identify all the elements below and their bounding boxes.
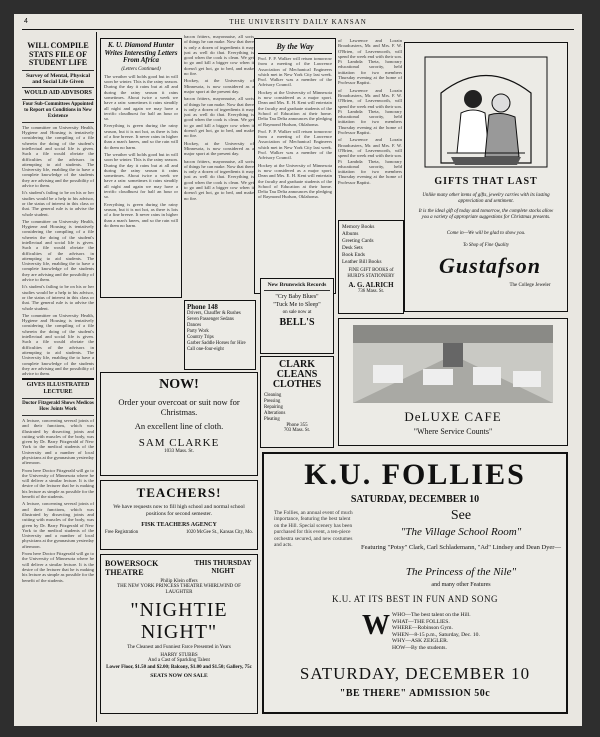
hurds-name: A. G. ALRICH bbox=[348, 281, 394, 289]
subhead-committees: Four Sub-Committees Appointed to Report on Conditions in New Existence bbox=[22, 102, 94, 119]
page-number: 4 bbox=[24, 18, 28, 25]
paragraph: Everything is green during the rainy season, but it is not hot, as there is lots of a fine breeze. It never rains in higher than a man's knees, and so the rain will do them no harm. bbox=[104, 123, 178, 150]
gifts-title: GIFTS THAT LAST bbox=[434, 176, 538, 187]
follies-act-2: The Princess of the Nile" bbox=[405, 566, 517, 578]
column-society bbox=[338, 38, 402, 218]
illustration-women bbox=[421, 53, 551, 171]
presenter: Philip Klein offers bbox=[160, 579, 198, 584]
clark-phone: Phone 355 bbox=[286, 423, 308, 428]
article-stats-body bbox=[22, 125, 94, 377]
show-star: HARRY STUBBS bbox=[160, 653, 198, 658]
clark-address: 703 Mass. St. bbox=[283, 428, 311, 433]
paragraph: of Lawrence and Lorain Broadcasters, Mr. and Mrs. F. W. O'Brien, of Leavenworth, will spend the week end with their son. Pi Lambda Theta, honorary educational sorority, held initiation for two members Thursday evening at the home of Professor Baptist. bbox=[338, 87, 402, 136]
list-item: Pressing bbox=[264, 399, 281, 404]
records-title: New Brunswick Records bbox=[267, 282, 327, 288]
newspaper-page bbox=[14, 14, 582, 726]
theatre-name: BOWERSOCK THEATRE bbox=[105, 559, 159, 577]
phone-title: Phone 148 bbox=[187, 303, 218, 311]
show-sale: SEATS NOW ON SALE bbox=[150, 673, 208, 679]
paragraph: The committee on University Health, Hygiene and Housing is tentatively considering the compiling of a file wherein the doing of the student's intellectual and social life is given. Such a file would obviate the difficulties of the advisors in attempting to aid students. The University life, enabling the to have a complete knowledge of the students they are advising and the possibility of advice to them. bbox=[22, 312, 94, 377]
list-item: WHY—ASK ZEIGLER. bbox=[392, 638, 449, 645]
show-title: "NIGHTIE NIGHT" bbox=[130, 599, 228, 643]
subhead-joints: Doctor Fitzgerald Shows Medicos How Joints Work bbox=[22, 400, 94, 412]
illustration-svg bbox=[421, 53, 551, 171]
records-note: on sale now at bbox=[282, 310, 312, 315]
teachers-registration: Free Registration bbox=[105, 530, 139, 535]
follies-see: See bbox=[450, 508, 472, 523]
list-item: Repairing bbox=[264, 405, 283, 410]
paragraph: It's student's failing to be on his or her studies would be a help to his advisor, or the status of interest in this class or that. The general rule is to advise the whole student. bbox=[22, 284, 94, 311]
now-title: NOW! bbox=[159, 377, 199, 392]
show-extra: And a Cast of Sparkling Talent bbox=[148, 658, 210, 663]
paragraph: Prof. F. P. Walker will return tomorrow from a meeting of the Lawrence Association of Mechanical Engineers which met in New York City last week. Prof. Walker was a member of the Advisory Council. bbox=[258, 128, 332, 161]
paragraph: Hockey at the University of Minnesota is now considered as a major sport. Dean and Mrs. E. H. Kent will entertain the faculty and graduate students of the School of Education at their home. Delta Tau Delta announces the pledging of Raymond Hudson, Oklahoma. bbox=[258, 162, 332, 200]
list-item: Greeting Cards bbox=[342, 238, 374, 244]
follies-title: K.U. FOLLIES bbox=[304, 458, 526, 491]
subhead-advisors: WOULD AID ADVISORS bbox=[24, 90, 92, 97]
ad-phone-148 bbox=[184, 300, 256, 370]
hurds-item-list bbox=[342, 224, 400, 266]
column-text-middle bbox=[184, 34, 254, 296]
by-the-way-title: By the Way bbox=[258, 42, 332, 54]
show-tagline: The Cleanest and Funniest Farce Presented in Years bbox=[127, 645, 231, 650]
paragraph: of Lawrence and Lorain Broadcasters, Mr. and Mrs. F. W. O'Brien, of Leavenworth, will spend the week end with their son. Pi Lambda Theta, honorary educational sorority, held initiation for two members Thursday evening at the home of Professor Baptist. bbox=[338, 38, 402, 86]
records-song: "Tuck Me to Sleep" bbox=[273, 302, 321, 308]
paragraph: From here Doctor Fitzgerald will go to the University of Minnesota where he will deliver a similar lecture. It is the desire of the lecturer that he is making his lecture as simple as possible for the benefit of the students. bbox=[22, 467, 94, 500]
cafe-photo bbox=[353, 325, 553, 403]
list-item: Drivers, Chauffer & Rushes bbox=[187, 311, 241, 316]
hurds-label: FINE GIFT BOOKS of HURD'S STATIONERY bbox=[347, 268, 395, 279]
column-news-left bbox=[22, 32, 94, 722]
byline: (Letters Continued) bbox=[121, 66, 161, 72]
list-item: WHERE—Robinson Gym. bbox=[392, 625, 453, 632]
headline-lecture: GIVES ILLUSTRATED LECTURE bbox=[26, 381, 90, 395]
list-item: WHAT—THE FOLLIES. bbox=[392, 618, 450, 625]
list-item: WHEN—8-15 p.m., Saturday, Dec. 10. bbox=[392, 631, 480, 638]
list-item: Book Ends bbox=[342, 252, 365, 258]
teachers-address: 1020 McGee St., Kansas City, Mo. bbox=[186, 530, 253, 535]
article-body bbox=[104, 74, 178, 228]
list-item: Pleating bbox=[264, 417, 280, 422]
paragraph: Everything is green during the rainy season, but it is not hot, as there is lots of a fine breeze. It never rains in higher than a man's knees, and so the rain will do them no harm. bbox=[104, 201, 178, 228]
paragraph: Hockey, at the University of Minnesota, is now considered as a major sport at the present day. bbox=[184, 140, 254, 157]
gustafson-logo: Gustafson bbox=[439, 253, 541, 278]
ad-ku-follies bbox=[262, 452, 568, 714]
list-item: Seven Passenger Sedans bbox=[187, 317, 234, 322]
teachers-agency: FISK TEACHERS AGENCY bbox=[141, 522, 217, 528]
follies-who-list bbox=[392, 612, 542, 652]
masthead bbox=[24, 18, 572, 28]
paragraph: Hockey, at the University of Minnesota, is now considered as a major sport at the present day. bbox=[184, 78, 254, 94]
paragraph: bacon fritters, mayonnaise, all sorts of things he can make. Now that there is only a dozen of ingredients it may just as well do that. Everything is good when the cook is clean. We get to go and kill a bigger cow when it doesn't get hot, go to bed, and make no fire. bbox=[184, 158, 254, 201]
list-item: Country Trips bbox=[187, 335, 214, 340]
paragraph: A lecture, concerning several joints of and their functions, which was illustrated by dissecting joints and cutting with muscles of the body, was given by Dr. Barry Fitzgerald of New York to the medical students of the University and a number of local physicians at the gymnasium yesterday afternoon. bbox=[22, 501, 94, 549]
list-item: HOW—By the students. bbox=[392, 644, 447, 651]
gifts-text-3: Come in—We will be glad to show you. bbox=[446, 231, 526, 236]
gifts-text-2: It is the ideal gift of today and tomorrow, the complete stocks allow you a variety of appropriate suggestions for Christmas presents. bbox=[418, 209, 554, 220]
paragraph: The weather will holds good but in will soon be winter. This is the rainy season. During the day it rains but at all and during the rainy season it rains sometimes. About twice a week we have a rain: sometimes it rains steadily all night and again we may have a terrific cloudburst for half an hour or so. bbox=[104, 151, 178, 200]
paragraph: It's student's failing to be on his or her studies would be a help to his advisor, or the status of interest in this class or that. The general rule is to advise the whole student. bbox=[22, 190, 94, 217]
follies-featuring: Featuring "Potsy" Clark, Carl Schlademann, "Ad" Lindsey and Dean Dyer— bbox=[361, 544, 561, 551]
follies-who-initial: W bbox=[362, 610, 390, 641]
ad-sam-clarke bbox=[100, 372, 258, 476]
paragraph: A lecture, concerning several joints of and their functions, which was illustrated by dissecting joints and cutting with muscles of the body, was given by Dr. Barry Fitzgerald of New York to the medical students of the University and a number of local physicians at the gymnasium yesterday afternoon. bbox=[22, 417, 94, 466]
records-store: BELL'S bbox=[279, 317, 315, 328]
article-diamond-hunter bbox=[100, 38, 182, 298]
paragraph: of Lawrence and Lorain Broadcasters, Mr. and Mrs. F. W. O'Brien, of Leavenworth, will spend the week end with their son. Pi Lambda Theta, honorary educational sorority, held initiation for two members Thursday evening at the home of Professor Baptist. bbox=[338, 137, 402, 185]
gustafson-tag: The College Jeweler bbox=[509, 283, 551, 288]
company: THE NEW YORK PRINCESS THEATRE WHIRLWIND OF LAUGHTER bbox=[117, 584, 241, 595]
article-lecture-body bbox=[22, 418, 94, 583]
society-body bbox=[338, 38, 402, 185]
phone-service-list bbox=[187, 311, 253, 353]
follies-act-2b: and many other Features bbox=[431, 582, 491, 588]
headline-diamond-hunter: K. U. Diamond Hunter Writes Interesting Letters From Africa bbox=[104, 41, 178, 65]
show-prices: Lower Floor, $1.50 and $2.00; Balcony, $1.00 and $1.50; Gallery, 75c bbox=[106, 665, 252, 670]
gifts-text-1: Unlike many other items of gifts, jewelry carries with its lasting appreciation and sentiment. bbox=[422, 193, 550, 204]
list-item: Cleaning bbox=[264, 393, 282, 398]
now-line-1: Order your overcoat or suit now for Christmas. bbox=[118, 397, 240, 417]
masthead-rule bbox=[22, 29, 574, 30]
list-item: WHO—The best talent on the Hill. bbox=[392, 612, 471, 618]
ad-bowersock-theatre bbox=[100, 554, 258, 714]
follies-act-1: "The Village School Room" bbox=[400, 526, 522, 538]
hurds-address: 736 Mass. St. bbox=[357, 289, 385, 294]
gifts-signoff: To Shop of Fine Quality bbox=[463, 243, 509, 248]
clark-title: CLARK CLEANS CLOTHES bbox=[272, 359, 322, 390]
list-item: Leather Bill Books bbox=[342, 259, 382, 265]
clark-services bbox=[264, 393, 330, 423]
list-item: Alterations bbox=[264, 411, 286, 416]
headline-stats: WILL COMPILE STATS FILE OF STUDENT LIFE bbox=[27, 41, 89, 68]
paragraph: The committee on University Health, Hygiene and Housing is tentatively considering the compiling of a file wherein the doing of the student's intellectual and social life is given. Such a file would obviate the difficulties of the advisors in attempting to aid students. The University life, enabling the to have a complete knowledge of the students they are advising and the possibility of advice to them. bbox=[22, 218, 94, 283]
cafe-photo-svg bbox=[353, 325, 553, 403]
now-line-2: An excellent line of cloth. bbox=[134, 421, 224, 431]
paragraph: The weather will holds good but in will soon be winter. This is the rainy season. During the day it rains but at all and during the rainy season it rains sometimes. About twice a week we have a rain: sometimes it rains steadily all night and again we may have a terrific cloudburst for half an hour or so. bbox=[104, 73, 178, 122]
ad-fisk-teachers bbox=[100, 480, 258, 550]
teachers-footer bbox=[105, 530, 253, 535]
paragraph: The committee on University Health, Hygiene and Housing is tentatively considering the compiling of a file wherein the doing of the student's intellectual and social life is given. Such a file would obviate the difficulties of the advisors in attempting to aid students. The University life, enabling the to have a complete knowledge of the students they are advising and the possibility of advice to them. bbox=[22, 124, 94, 189]
sam-clarke-name: SAM CLARKE bbox=[138, 437, 220, 449]
teachers-line: We have requests now to fill high school and normal school positions for second semester. bbox=[113, 504, 245, 517]
list-item: Albums bbox=[342, 231, 359, 237]
by-the-way-body bbox=[258, 56, 332, 200]
follies-date: SATURDAY, DECEMBER 10 bbox=[350, 494, 480, 505]
list-item: Call one-four-eight bbox=[187, 347, 224, 352]
paragraph: Hockey at the University of Minnesota is now considered as a major sport. Dean and Mrs. E. H. Kent will entertain the faculty and graduate students of the School of Education at their home. Delta Tau Delta announces the pledging of Raymond Hudson, Oklahoma. bbox=[258, 89, 332, 127]
ad-deluxe-cafe bbox=[338, 318, 568, 446]
cafe-slogan: "Where Service Counts" bbox=[413, 427, 493, 436]
ad-hurds bbox=[338, 220, 404, 314]
sam-clarke-address: 1033 Mass. St. bbox=[164, 449, 194, 454]
masthead-title: THE UNIVERSITY DAILY KANSAN bbox=[229, 18, 367, 26]
bowersock-header bbox=[105, 559, 253, 577]
follies-tagline: K.U. AT ITS BEST IN FUN AND SONG bbox=[332, 594, 498, 604]
paragraph: bacon fritters, mayonnaise, all sorts of things he can make. Now that there is only a dozen of ingredients it may just as well do that. Everything is good when the cook is clean. We get to go and kill a bigger cow when it doesn't get hot, go to bed, and make no fire. bbox=[184, 96, 254, 139]
article-continued bbox=[184, 34, 254, 201]
column-by-the-way bbox=[254, 38, 336, 294]
list-item: Garber Saddle Horses for Hire bbox=[187, 341, 246, 346]
ad-clark-cleaners bbox=[260, 356, 334, 448]
list-item: Party Work bbox=[187, 329, 209, 334]
list-item: Memory Books bbox=[342, 224, 375, 230]
ad-gustafson bbox=[404, 42, 568, 312]
follies-description: The Follies, an annual event of much importance, featuring the best talent on the Hill. Special scenery has been purchased for this event, a ten-piece orchestra secured, and new costumes and acts. bbox=[274, 510, 353, 549]
follies-date-2: SATURDAY, DECEMBER 10 bbox=[299, 664, 531, 683]
paragraph: bacon fritters, mayonnaise, all sorts of things he can make. Now that there is only a dozen of ingredients it may just as well do that. Everything is good when the cook is clean. We get to go and kill a bigger cow when it doesn't get hot, go to bed, and make no fire. bbox=[184, 34, 254, 77]
records-song: "Cry Baby Blues" bbox=[275, 294, 319, 300]
show-when: THIS THURSDAY NIGHT bbox=[194, 559, 252, 575]
cafe-name: DeLUXE CAFE bbox=[404, 409, 502, 424]
follies-admission: "BE THERE" ADMISSION 50c bbox=[339, 688, 491, 699]
list-item: Desk Sets bbox=[342, 245, 363, 251]
teachers-title: TEACHERS! bbox=[136, 485, 222, 500]
paragraph: From here Doctor Fitzgerald will go to the University of Minnesota where he will deliver a similar lecture. It is the desire of the lecturer that he is making his lecture as simple as possible for the benefit of the students. bbox=[22, 551, 94, 583]
subhead-survey: Survey of Mental, Physical and Social Life Given bbox=[25, 72, 90, 86]
column-rule bbox=[96, 32, 97, 722]
list-item: Dances bbox=[187, 323, 202, 328]
ad-records bbox=[260, 278, 334, 354]
paragraph: Prof. F. P. Walker will return tomorrow from a meeting of the Lawrence Association of Mechanical Engineers which met in New York City last week. Prof. Walker was a member of the Advisory Council. bbox=[258, 56, 332, 88]
